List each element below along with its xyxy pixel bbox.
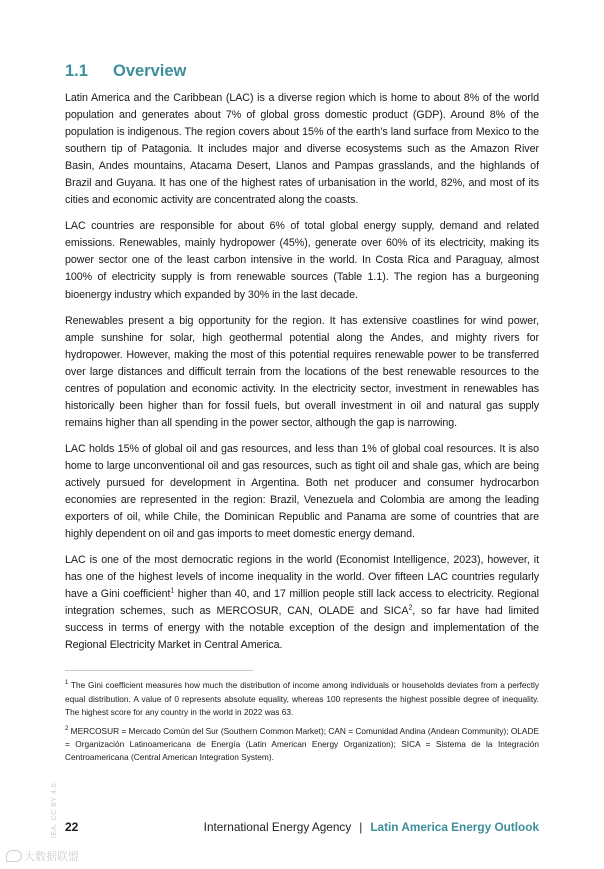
- page-footer: [65, 818, 539, 836]
- section-title: Overview: [113, 62, 187, 80]
- publication-title: Latin America Energy Outlook: [370, 820, 539, 834]
- paragraph-renewables: Renewables present a big opportunity for the region. It has extensive coastlines for wind power, ample sunshine for solar, high geothermal potential along the Andes, and mighty rivers for hydropower. However, making the most of this potential requires renewable power to be transferred over large distances and difficult terrain from the locations of the best renewable resources to the centres of population and economic activity. In the electricity sector, investment in renewables has historically been higher than for fossil fuels, but overall investment in oil and natural gas supply remains higher than all spending in the power sector, although the gap is narrowing.: [65, 314, 539, 429]
- section-number: 1.1: [65, 62, 88, 80]
- paragraph-oil-gas: LAC holds 15% of global oil and gas resources, and less than 1% of global coal resources. It is also home to large unconventional oil and gas resources, such as tight oil and shale gas, which are being actively pursued for development in Argentina. Both net producer and consumer hydrocarbon economies are represented in the region: Brazil, Venezuela and Colombia are among the leading exporters of oil, while Chile, the Dominican Republic and Panama are some of countries that are highly dependent on oil and gas imports to meet domestic energy demand.: [65, 442, 539, 541]
- page-number: 22: [65, 820, 79, 834]
- footnote-ref-1[interactable]: 1: [170, 587, 175, 595]
- footnote-divider: [65, 670, 253, 671]
- paragraph-democracy: LAC is one of the most democratic regions in the world (Economist Intelligence, 2023), however, it has one of the highest levels of income inequality in the world. Over fifteen LAC countries regularly have a Gini coefficient$^1$ higher than 40, and 17 million people still lack access to electricity. Regional integration schemes, such as MERCOSUR, CAN, OLADE and SICA$^2$, so far have had limited success in terms of energy with the notable exception of the design and implementation of the Regional Electricity Market in Central America.: [65, 554, 540, 652]
- watermark: [6, 848, 79, 864]
- footnote-2: $^2$ MERCOSUR = Mercado Común del Sur (Southern Common Market); CAN = Comunidad Andina (Andean Community); OLADE = Organización Latinoamericana de Energía (Latin American Energy Organization); SICA = Sistema de la Integración Centroamericana (Central American Integration System).: [65, 726, 539, 763]
- footnote-ref-2[interactable]: 2: [408, 604, 413, 612]
- license-text: IEA. CC BY 4.0.: [51, 780, 58, 838]
- paragraph-energy-supply: LAC countries are responsible for about 6% of total global energy supply, demand and related emissions. Renewables, mainly hydropower (45%), generate over 60% of its electricity, making its power sector one of the least carbon intensive in the world. In Costa Rica and Paraguay, almost 100% of electricity supply is from renewable sources (Table 1.1). The region has a burgeoning bioenergy industry which expanded by 30% in the last decade.: [65, 220, 539, 301]
- footnote-1: $^1$ The Gini coefficient measures how much the distribution of income among individuals or households deviates from a perfectly equal distribution. A value of 0 represents absolute equality, whereas 100 represents the highest possible degree of inequality. The highest score for any country in the world in 2022 was 63.: [65, 680, 539, 717]
- publisher-name: International Energy Agency: [203, 820, 352, 834]
- footer-separator: |: [359, 820, 363, 834]
- watermark-text: 大数据联盟: [24, 851, 79, 863]
- page-content: [65, 62, 539, 771]
- footer-title: [204, 820, 539, 834]
- paragraph-overview: Latin America and the Caribbean (LAC) is a diverse region which is home to about 8% of the world population and generates about 7% of global gross domestic product (GDP). Around 8% of the population is indigenous. The region covers about 15% of the earth’s land surface from Mexico to the southern tip of Patagonia. It includes major and diverse ecosystems such as the Amazon River Basin, Andes mountains, Atacama Desert, Llanos and Pampas grasslands, and the highlands of Brazil and Guyana. It has one of the highest rates of urbanisation in the world, 82%, and most of its cities and economic activity are concentrated along the coasts.: [65, 92, 539, 207]
- chat-bubble-icon: [6, 850, 22, 862]
- section-heading: [65, 62, 539, 81]
